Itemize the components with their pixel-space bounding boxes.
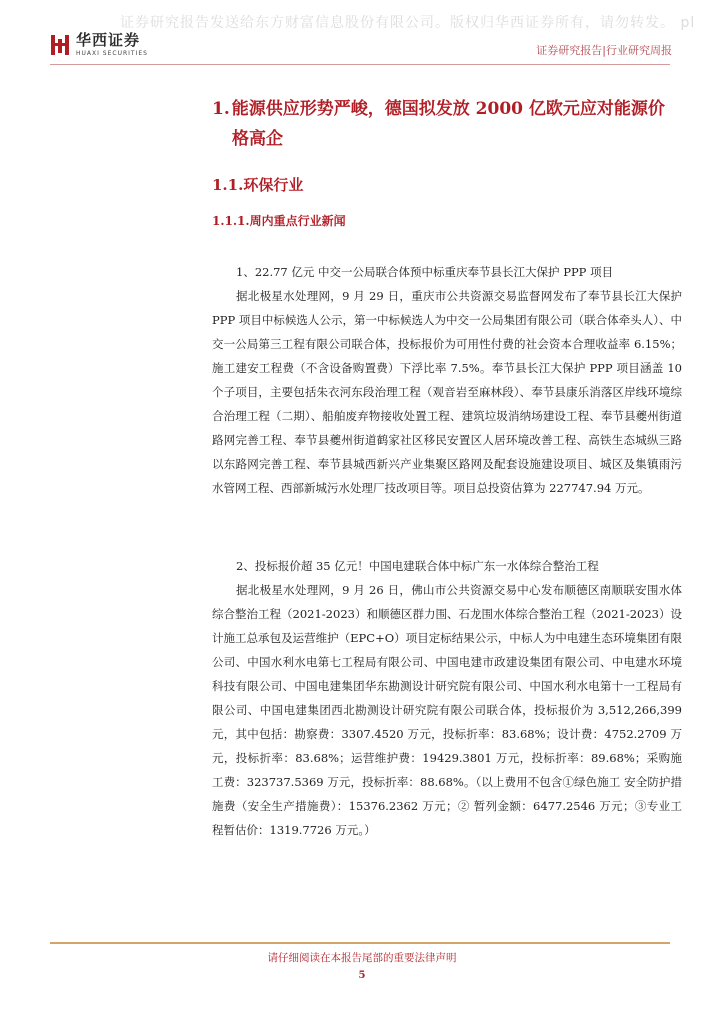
legal-disclaimer: 请仔细阅读在本报告尾部的重要法律声明 bbox=[267, 952, 457, 964]
section-1-1-heading: 1.1.环保行业 bbox=[212, 176, 304, 194]
news-item-title: 2、投标报价超 35 亿元！中国电建联合体中标广东一水体综合整治工程 bbox=[236, 559, 599, 573]
news-item bbox=[212, 260, 682, 500]
watermark: 证券研究报告发送给东方财富信息股份有限公司。版权归华西证券所有，请勿转发。 pl bbox=[120, 15, 696, 31]
huaxi-logo-icon bbox=[50, 33, 70, 57]
news-item bbox=[212, 554, 682, 842]
logo-name-cn: 华西证券 bbox=[76, 31, 141, 49]
section-1-title-line1: 能源供应形势严峻，德国拟发放 2000 亿欧元应对能源价 bbox=[231, 99, 665, 119]
section-1-1-1-heading: 1.1.1.周内重点行业新闻 bbox=[212, 214, 346, 228]
news-item-body: 据北极星水处理网，9 月 29 日，重庆市公共资源交易监督网发布了奉节县长江大保护 PPP 项目中标候选人公示，第一中标候选人为中交一公局集团有限公司（联合体牵头人）、中交一公局第三工程有限公司联合体，投标报价为可用性付费的社会资本合理收益率 6.15%；施工建安工程费（不含设备购置费）下浮比率 7.5%。奉节县长江大保护 PPP 项目涵盖 10 个子项目，主要包括朱衣河东段治理工程（观音岩至麻林段）、奉节县康乐消落区岸线环境综合治理工程（二期）、船舶废弃物接收处置工程、建筑垃圾消纳场建设工程、奉节县夔州街道路网完善工程、奉节县夔州街道鹤家社区移民安置区人居环境改善工程、高铁生态城纵三路以东路网完善工程、奉节县城西新兴产业集聚区路网及配套设施建设项目、城区及集镇雨污水管网工程、西部新城污水处理厂技改项目等。项目总投资估算为 227747.94 万元。 bbox=[212, 289, 682, 495]
section-1-title-line2: 格高企 bbox=[232, 129, 283, 149]
logo-name-en: HUAXI SECURITIES bbox=[76, 50, 148, 57]
footer-divider bbox=[50, 942, 670, 944]
page-number: 5 bbox=[358, 970, 366, 981]
company-logo bbox=[50, 32, 148, 58]
section-1-number: 1. bbox=[212, 99, 230, 119]
section-1-heading bbox=[212, 94, 690, 154]
news-item-title: 1、22.77 亿元 中交一公局联合体预中标重庆奉节县长江大保护 PPP 项目 bbox=[236, 265, 614, 279]
header-divider bbox=[50, 64, 670, 65]
news-item-body: 据北极星水处理网，9 月 26 日，佛山市公共资源交易中心发布顺德区南顺联安围水体综合整治工程（2021-2023）和顺德区群力围、石龙围水体综合整治工程（2021-2023）设计施工总承包及运营维护（EPC+O）项目定标结果公示，中标人为中电建生态环境集团有限公司、中国水利水电第七工程局有限公司、中国电建市政建设集团有限公司、中电建水环境科技有限公司、中国电建集团华东勘测设计研究院有限公司、中国水利水电第十一工程局有限公司、中国电建集团西北勘测设计研究院有限公司联合体，投标报价为 3,512,266,399 元，其中包括：勘察费：3307.4520 万元，投标折率：83.68%；设计费：4752.2709 万元，投标折率：83.68%；运营维护费：19429.3801 万元，投标折率：89.68%；采购施工费：323737.5369 万元，投标折率：88.68%。（以上费用不包含①绿色施工 安全防护措施费（安全生产措施费）：15376.2362 万元；② 暂列金额：6477.2546 万元；③专业工程暂估价：1319.7726 万元。） bbox=[212, 583, 682, 837]
report-type-label: 证券研究报告|行业研究周报 bbox=[536, 44, 672, 57]
